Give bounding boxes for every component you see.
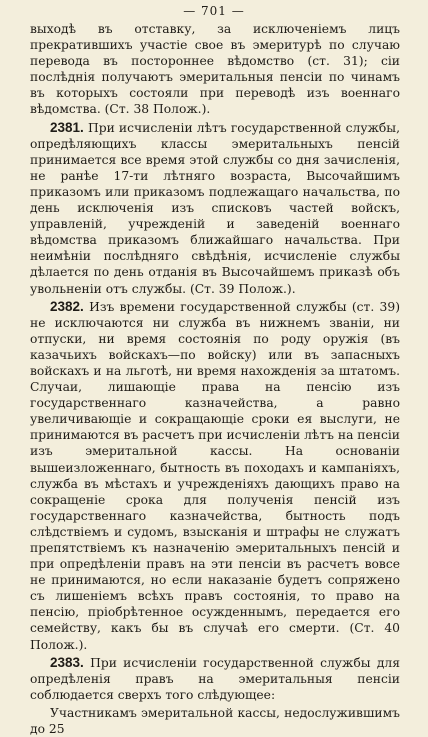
page-number: — 701 — — [183, 4, 245, 18]
paragraph-text: Участникамъ эмеритальной кассы, недослужившимъ до 25 — [30, 705, 400, 737]
article-2381 — [30, 120, 400, 297]
article-number: 2383. — [50, 654, 84, 670]
paragraph-text: При исчисленіи государственной службы для опредѣленія правъ на эмеритальныя пенсіи соблюдается сверхъ того слѣдующее: — [30, 655, 400, 702]
paragraph-continuation — [30, 21, 400, 118]
article-number: 2381. — [50, 119, 84, 135]
article-2382 — [30, 299, 400, 653]
body-text — [30, 21, 400, 737]
paragraph-text: выходѣ въ отставку, за исключеніемъ лицъ прекратившихъ участіе свое въ эмеритурѣ по случаю перевода въ постороннее вѣдомство (ст. 31); сіи послѣднія получаютъ эмеритальныя пенсіи по чинамъ въ которыхъ состояли при переводѣ изъ военнаго вѣдомства. (Ст. 38 Полож.). — [30, 22, 400, 117]
article-number: 2382. — [50, 298, 84, 314]
paragraph-text: При исчисленіи лѣтъ государственной службы, опредѣляющихъ классы эмеритальныхъ пенсій принимается все время этой службы со дня зачисленія, не ранѣе 17-ти лѣтняго возраста, Высочайшимъ приказомъ или приказомъ подлежащаго начальства, по день исключенія изъ списковъ частей войскъ, управленій, учрежденій и заведеній военнаго вѣдомства приказомъ ближайшаго начальства. При неимѣніи послѣдняго свѣдѣнія, исчисленіе службы дѣлается по день отданія въ Высочайшемъ приказѣ объ увольненіи отъ службы. (Ст. 39 Полож.). — [30, 120, 400, 296]
paragraph-last-line — [30, 705, 400, 737]
paragraph-text: Изъ времени государственной службы (ст. 39) не исключаются ни служба въ нижнемъ званіи, ни отпуски, ни время состоянія по роду оружія (въ казачьихъ войскахъ—по войску) или въ запасныхъ войскахъ и на льготѣ, ни время нахожденія за штатомъ. Случаи, лишающіе права на пенсію изъ государственнаго казначейства, а равно увеличивающіе и сокращающіе сроки ея выслуги, не принимаются въ расчетъ при исчисленіи лѣтъ на пенсіи изъ эмеритальной кассы. На основаніи вышеизложеннаго, бытность въ походахъ и кампаніяхъ, служба въ мѣстахъ и учрежденіяхъ дающихъ право на сокращеніе срока для полученія пенсій изъ государственнаго казначейства, бытность подъ слѣдствіемъ и судомъ, взысканія и штрафы не служатъ препятствіемъ къ назначенію эмеритальныхъ пенсій и при опредѣленіи правъ на эти пенсіи въ расчетъ вовсе не принимаются, но если наказаніе будетъ сопряжено съ лишеніемъ всѣхъ правъ состоянія, то право на пенсію, пріобрѣтенное осужденнымъ, передается его семейству, какъ бы въ случаѣ его смерти. (Ст. 40 Полож.). — [30, 299, 400, 652]
article-2383 — [30, 655, 400, 703]
